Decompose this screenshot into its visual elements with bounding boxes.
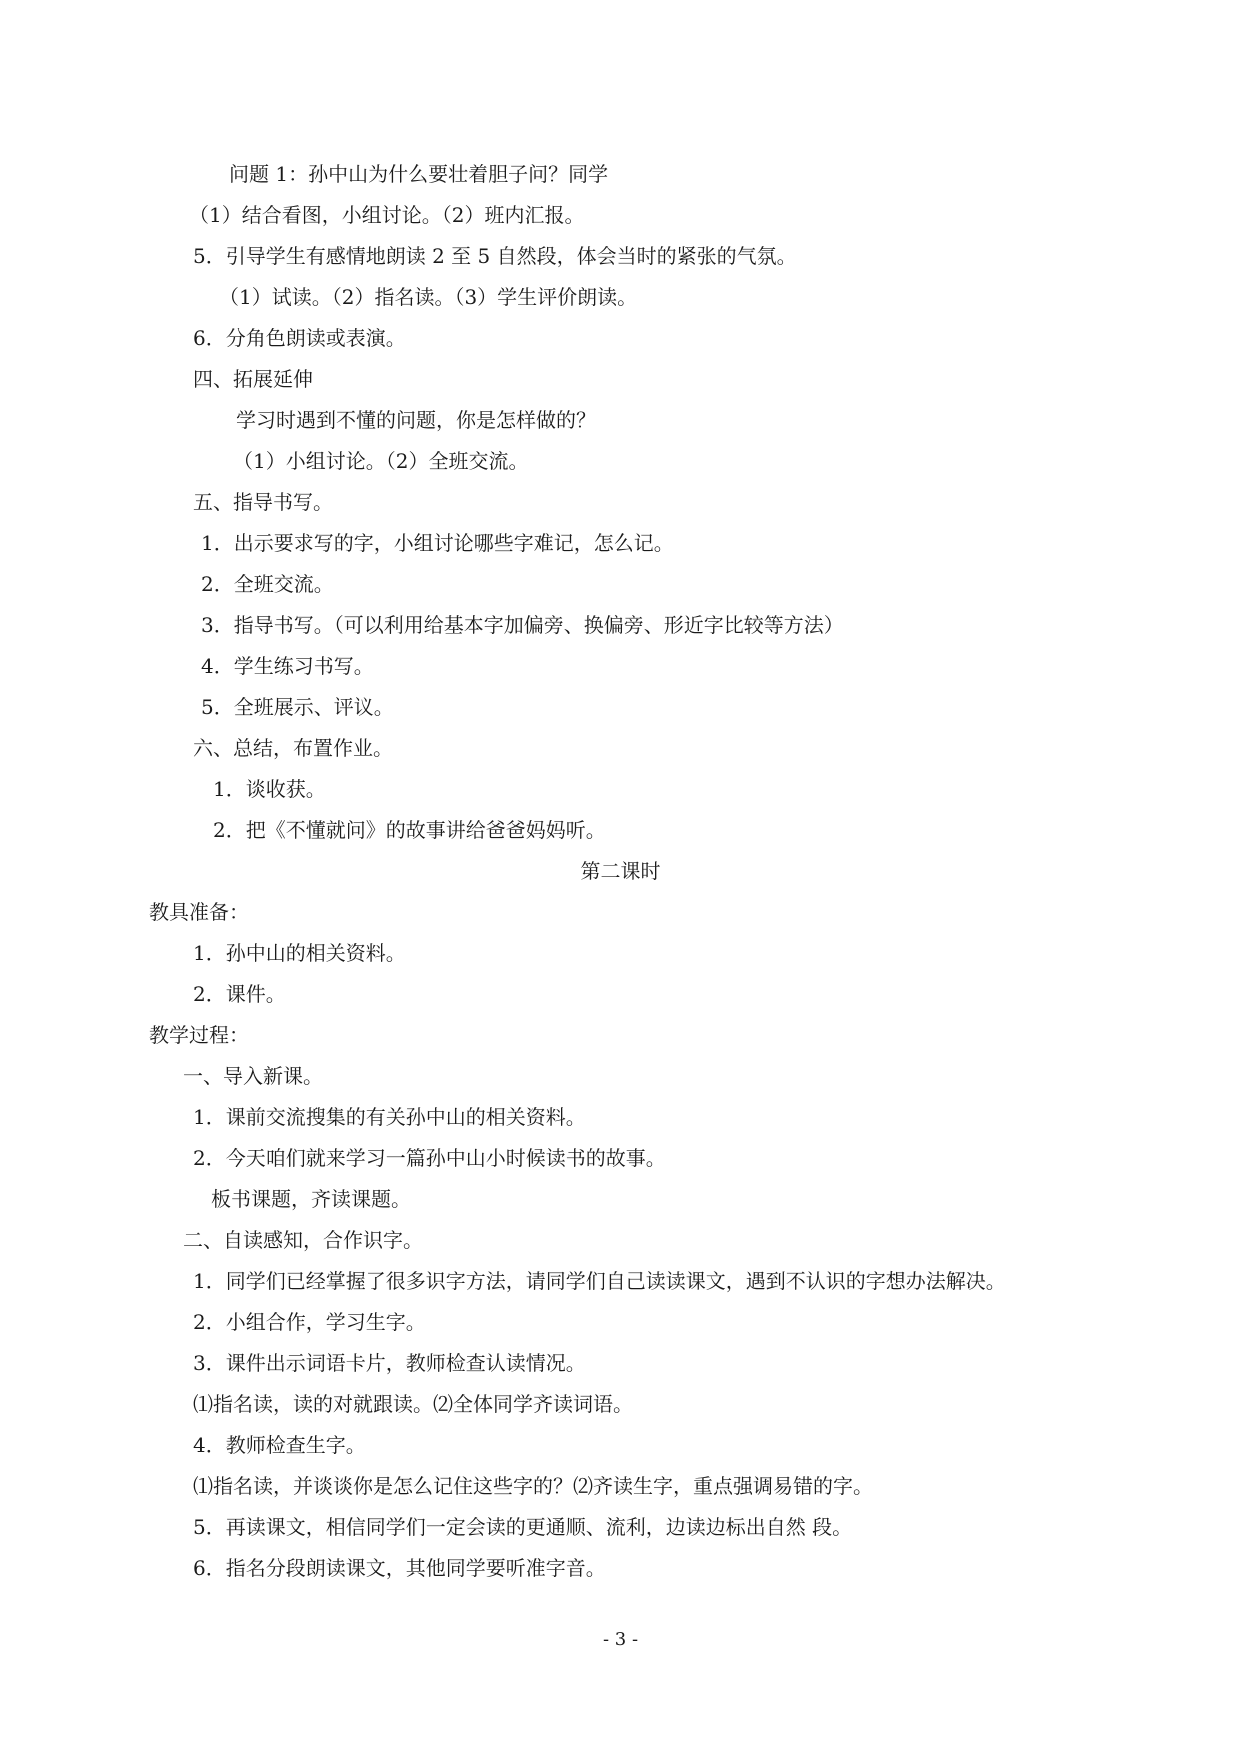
text-line: （1）小组讨论。（2）全班交流。 [233, 449, 529, 473]
section-heading: 一、导入新课。 [183, 1064, 323, 1088]
text-line: 4．教师检查生字。 [193, 1433, 366, 1457]
text-line: 5．再读课文，相信同学们一定会读的更通顺、流利，边读边标出自然 段。 [193, 1515, 853, 1539]
text-line: 2．课件。 [193, 982, 286, 1006]
section-heading: 教学过程： [149, 1023, 249, 1047]
text-line: ⑴指名读，读的对就跟读。⑵全体同学齐读词语。 [193, 1392, 633, 1416]
text-line: 2．全班交流。 [201, 572, 334, 596]
text-line: 3．指导书写。（可以利用给基本字加偏旁、换偏旁、形近字比较等方法） [201, 613, 844, 637]
text-line: ⑴指名读，并谈谈你是怎么记住这些字的？⑵齐读生字，重点强调易错的字。 [193, 1474, 873, 1498]
text-line: 5．引导学生有感情地朗读 2 至 5 自然段，体会当时的紧张的气氛。 [193, 244, 797, 268]
text-line: 5．全班展示、评议。 [201, 695, 394, 719]
text-line: 学习时遇到不懂的问题，你是怎样做的？ [236, 408, 596, 432]
section-heading: 二、自读感知，合作识字。 [183, 1228, 423, 1252]
text-line: 板书课题，齐读课题。 [211, 1187, 411, 1211]
text-line: （1）结合看图，小组讨论。（2）班内汇报。 [189, 203, 585, 227]
text-line: 1．谈收获。 [213, 777, 326, 801]
section-heading: 四、拓展延伸 [193, 367, 313, 391]
text-line: 3．课件出示词语卡片，教师检查认读情况。 [193, 1351, 586, 1375]
text-line: 1．同学们已经掌握了很多识字方法，请同学们自己读读课文，遇到不认识的字想办法解决。 [193, 1269, 1006, 1293]
lesson-title: 第二课时 [580, 859, 661, 883]
text-line: 1．课前交流搜集的有关孙中山的相关资料。 [193, 1105, 586, 1129]
text-line: 6．指名分段朗读课文，其他同学要听准字音。 [193, 1556, 606, 1580]
text-line: 2．今天咱们就来学习一篇孙中山小时候读书的故事。 [193, 1146, 666, 1170]
page-number: - 3 - [602, 1629, 639, 1650]
text-line: 6．分角色朗读或表演。 [193, 326, 406, 350]
text-line: 4．学生练习书写。 [201, 654, 374, 678]
text-line: 1．出示要求写的字，小组讨论哪些字难记，怎么记。 [201, 531, 674, 555]
text-line: 2．把《不懂就问》的故事讲给爸爸妈妈听。 [213, 818, 606, 842]
text-line: 2．小组合作，学习生字。 [193, 1310, 426, 1334]
text-line: 1．孙中山的相关资料。 [193, 941, 406, 965]
section-heading: 五、指导书写。 [193, 490, 333, 514]
text-line: 问题 1：孙中山为什么要壮着胆子问？同学 [229, 162, 609, 186]
text-line: （1）试读。（2）指名读。（3）学生评价朗读。 [219, 285, 638, 309]
section-heading: 教具准备： [149, 900, 249, 924]
section-heading: 六、总结，布置作业。 [193, 736, 393, 760]
